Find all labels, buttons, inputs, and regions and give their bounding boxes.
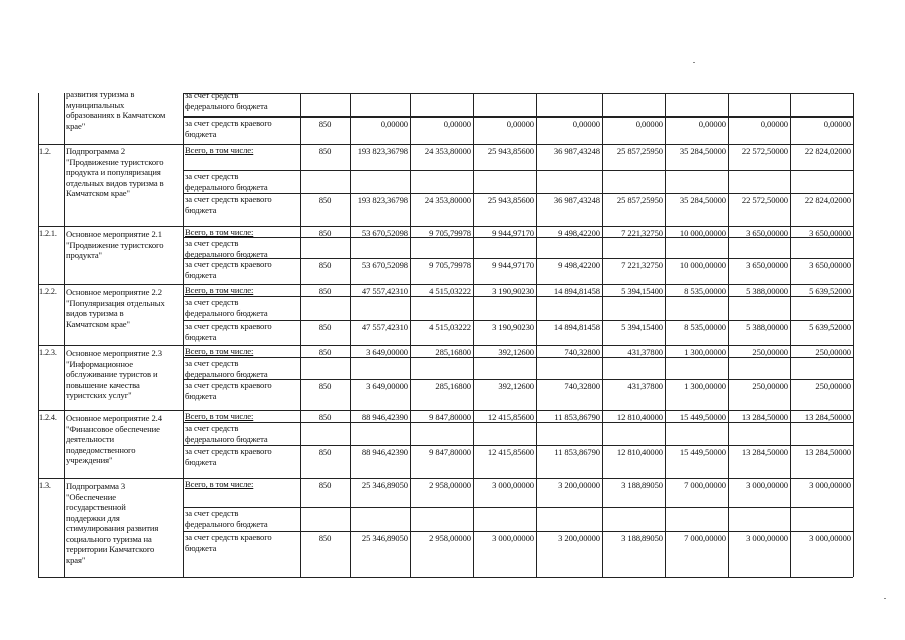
row-name-line: "Популяризация отдельных [66,297,165,308]
row-name-line: территории Камчатского [66,544,155,554]
row-name-line: "Финансовое обеспечение [66,423,160,434]
amount-cell: 250,00000 [752,347,788,357]
amount-cell: 11 853,86790 [554,412,600,422]
amount-cell: 3 650,00000 [746,228,788,238]
column-rule [350,93,351,577]
amount-cell: 12 810,40000 [616,412,663,422]
amount-cell: 9 705,79978 [429,260,471,270]
amount-cell: 25 943,85600 [487,195,534,205]
funding-source-label: федерального бюджета [185,518,268,529]
amount-cell: 9 705,79978 [429,228,471,238]
amount-cell: 3 188,89050 [621,480,663,490]
amount-cell: 0,00000 [506,119,534,129]
row-name-line: повышение качества [66,379,140,390]
funding-source-label: за счет средств краевого [185,194,272,204]
amount-cell: 7 000,00000 [684,533,726,543]
amount-cell: 740,32800 [564,381,600,391]
funding-source-label: бюджета [185,456,217,467]
funding-source-label: бюджета [185,331,217,342]
row-name-line: стимулирования развития [66,523,159,533]
amount-cell: 53 670,52098 [361,260,408,270]
row-group-rule [38,226,853,227]
amount-cell: 250,00000 [752,381,788,391]
column-rule [665,93,666,577]
row-name-line: "Обеспечение [66,491,116,502]
amount-cell: 250,00000 [815,347,851,357]
funding-source-label: за счет средств [185,358,239,368]
row-name-line: "Продвижение туристского [66,239,164,250]
column-rule [728,93,729,577]
amount-cell: 431,37800 [627,381,663,391]
amount-cell: 431,37800 [627,347,663,357]
row-number: 1.2. [39,147,51,156]
source-row-rule [183,93,853,94]
funding-source-label: за счет средств краевого [185,259,272,269]
funding-source-label: Всего, в том числе: [185,346,254,356]
amount-cell: 25 857,25950 [616,195,663,205]
amount-cell: 11 853,86790 [554,447,600,457]
budget-code: 850 [318,322,332,332]
row-name-line: Камчатском крае" [66,318,130,329]
amount-cell: 5 639,52000 [809,322,851,332]
amount-cell: 22 824,02000 [804,146,851,156]
amount-cell: 25 943,85600 [487,146,534,156]
amount-cell: 47 557,42310 [361,322,408,332]
amount-cell: 13 284,50000 [804,447,851,457]
row-name-line: Основное мероприятие 2.3 [66,348,162,358]
amount-cell: 285,16800 [435,347,471,357]
row-name-line: края" [66,554,86,565]
amount-cell: 0,00000 [380,119,408,129]
amount-cell: 24 353,80000 [424,195,471,205]
column-rule [790,93,791,577]
row-name-line: деятельности [66,434,114,444]
amount-cell: 392,12600 [498,347,534,357]
amount-cell: 35 284,50000 [679,195,726,205]
funding-source-label: за счет средств краевого [185,118,272,128]
row-name-line: развития туризма в [66,89,135,99]
amount-cell: 88 946,42390 [361,447,408,457]
amount-cell: 4 515,03222 [429,286,471,296]
row-name-line: туристских услуг" [66,390,132,400]
amount-cell: 285,16800 [435,381,471,391]
amount-cell: 3 190,90230 [492,322,534,332]
row-name-line: Подпрограмма 3 [66,481,126,491]
amount-cell: 1 300,00000 [684,381,726,391]
amount-cell: 15 449,50000 [679,412,726,422]
row-name-line: Основное мероприятие 2.1 [66,229,162,239]
amount-cell: 3 000,00000 [492,480,534,490]
budget-code: 850 [318,480,332,490]
row-number: 1.3. [39,481,51,490]
amount-cell: 12 810,40000 [616,447,663,457]
column-rule [183,93,184,577]
amount-cell: 3 000,00000 [746,533,788,543]
amount-cell: 14 894,81458 [553,322,600,332]
amount-cell: 0,00000 [572,119,600,129]
funding-source-label: за счет средств [185,90,239,100]
budget-code: 850 [318,412,332,422]
funding-source-label: за счет средств [185,508,239,518]
amount-cell: 0,00000 [443,119,471,129]
amount-cell: 8 535,00000 [684,286,726,296]
amount-cell: 5 388,00000 [746,286,788,296]
amount-cell: 7 221,32750 [621,228,663,238]
row-name-line: учреждения" [66,455,113,465]
amount-cell: 10 000,00000 [679,228,726,238]
funding-source-label: за счет средств краевого [185,446,272,456]
amount-cell: 36 987,43248 [553,195,600,205]
amount-cell: 25 857,25950 [616,146,663,156]
amount-cell: 250,00000 [815,381,851,391]
amount-cell: 7 221,32750 [621,260,663,270]
amount-cell: 3 000,00000 [492,533,534,543]
budget-code: 850 [318,146,332,156]
funding-source-label: федерального бюджета [185,307,268,318]
amount-cell: 35 284,50000 [679,146,726,156]
amount-cell: 22 824,02000 [804,195,851,205]
funding-source-label: Всего, в том числе: [185,285,254,295]
column-rule [300,93,301,577]
funding-source-label: за счет средств краевого [185,380,272,390]
amount-cell: 9 847,80000 [429,447,471,457]
row-name-line: обслуживание туристов и [66,369,158,379]
row-group-rule [38,478,853,479]
budget-code: 850 [318,228,332,238]
amount-cell: 7 000,00000 [684,480,726,490]
amount-cell: 3 188,89050 [621,533,663,543]
row-name-line: отдельных видов туризма в [66,177,164,188]
amount-cell: 5 394,15400 [621,322,663,332]
budget-table [38,89,853,577]
amount-cell: 36 987,43248 [553,146,600,156]
amount-cell: 3 200,00000 [558,480,600,490]
funding-source-label: бюджета [185,542,217,553]
amount-cell: 9 498,42200 [558,228,600,238]
amount-cell: 3 200,00000 [558,533,600,543]
funding-source-label: за счет средств [185,423,239,433]
amount-cell: 24 353,80000 [424,146,471,156]
amount-cell: 12 415,85600 [487,447,534,457]
row-name-line: Камчатском крае" [66,188,130,198]
amount-cell: 13 284,50000 [741,412,788,422]
budget-code: 850 [318,447,332,457]
amount-cell: 3 650,00000 [809,228,851,238]
row-name-line: поддержки для [66,512,120,523]
amount-cell: 5 388,00000 [746,322,788,332]
row-name-line: социального туризма на [66,533,152,544]
column-rule [410,93,411,577]
amount-cell: 47 557,42310 [361,286,408,296]
funding-source-label: за счет средств краевого [185,532,272,542]
amount-cell: 3 190,90230 [492,286,534,296]
row-name-line: "Информационное [66,358,133,369]
funding-source-label: бюджета [185,128,217,139]
budget-code: 850 [318,119,332,129]
table-left-border [38,93,39,577]
amount-cell: 22 572,50000 [741,146,788,156]
funding-source-label: Всего, в том числе: [185,411,254,421]
table-bottom-border [38,577,853,578]
budget-code: 850 [318,286,332,296]
scan-speck [693,62,695,63]
amount-cell: 9 498,42200 [558,260,600,270]
amount-cell: 3 649,00000 [366,347,408,357]
row-number: 1.2.3. [39,348,57,357]
funding-source-label: федерального бюджета [185,100,268,111]
amount-cell: 4 515,03222 [429,322,471,332]
amount-cell: 8 535,00000 [684,322,726,332]
table-right-border [853,93,854,577]
row-group-rule [38,345,853,346]
amount-cell: 9 944,97170 [492,260,534,270]
funding-source-label: бюджета [185,204,217,215]
amount-cell: 3 650,00000 [809,260,851,270]
funding-source-label: федерального бюджета [185,248,268,259]
amount-cell: 3 000,00000 [809,480,851,490]
row-name-line: Основное мероприятие 2.4 [66,413,162,423]
amount-cell: 25 346,89050 [361,533,408,543]
row-name-line: подведомственного [66,444,136,455]
funding-source-label: федерального бюджета [185,181,268,192]
budget-code: 850 [318,260,332,270]
row-name-line: видов туризма в [66,308,124,318]
funding-source-label: за счет средств [185,171,239,181]
row-name-line: крае" [66,120,86,131]
funding-source-label: бюджета [185,390,217,401]
amount-cell: 25 346,89050 [361,480,408,490]
funding-source-label: бюджета [185,269,217,280]
amount-cell: 9 847,80000 [429,412,471,422]
amount-cell: 0,00000 [635,119,663,129]
row-name-line: продукта и популяризация [66,167,161,177]
amount-cell: 9 944,97170 [492,228,534,238]
budget-code: 850 [318,195,332,205]
amount-cell: 5 639,52000 [809,286,851,296]
funding-source-label: за счет средств краевого [185,321,272,331]
funding-source-label: федерального бюджета [185,433,268,444]
amount-cell: 14 894,81458 [553,286,600,296]
budget-code: 850 [318,347,332,357]
funding-source-label: за счет средств [185,297,239,307]
amount-cell: 392,12600 [498,381,534,391]
amount-cell: 15 449,50000 [679,447,726,457]
amount-cell: 0,00000 [823,119,851,129]
funding-source-label: Всего, в том числе: [185,145,254,155]
row-number: 1.2.2. [39,287,57,296]
row-group-rule [38,410,853,411]
funding-source-label: федерального бюджета [185,368,268,379]
row-group-rule [38,144,853,145]
scan-speck [884,598,886,599]
row-name-line: государственной [66,502,126,512]
row-name-line: "Продвижение туристского [66,156,164,167]
amount-cell: 5 394,15400 [621,286,663,296]
amount-cell: 53 670,52098 [361,228,408,238]
amount-cell: 740,32800 [564,347,600,357]
funding-source-label: Всего, в том числе: [185,479,254,489]
amount-cell: 13 284,50000 [804,412,851,422]
amount-cell: 22 572,50000 [741,195,788,205]
amount-cell: 13 284,50000 [741,447,788,457]
row-group-rule [38,284,853,285]
amount-cell: 3 650,00000 [746,260,788,270]
amount-cell: 3 649,00000 [366,381,408,391]
row-name-line: Подпрограмма 2 [66,146,126,156]
row-number: 1.2.1. [39,229,57,238]
column-rule [536,93,537,577]
row-name-line: образованиях в Камчатском [66,110,166,120]
amount-cell: 2 958,00000 [429,533,471,543]
amount-cell: 0,00000 [698,119,726,129]
row-name-line: Основное мероприятие 2.2 [66,287,162,297]
column-rule [473,93,474,577]
amount-cell: 1 300,00000 [684,347,726,357]
amount-cell: 0,00000 [760,119,788,129]
amount-cell: 3 000,00000 [746,480,788,490]
funding-source-label: Всего, в том числе: [185,227,254,237]
amount-cell: 2 958,00000 [429,480,471,490]
source-row-rule [183,116,853,117]
budget-code: 850 [318,533,332,543]
row-name-line: муниципальных [66,99,125,110]
row-name-line: продукта" [66,250,102,260]
amount-cell: 193 823,36798 [357,195,408,205]
budget-code: 850 [318,381,332,391]
amount-cell: 88 946,42390 [361,412,408,422]
funding-source-label: за счет средств [185,238,239,248]
amount-cell: 10 000,00000 [679,260,726,270]
amount-cell: 12 415,85600 [487,412,534,422]
column-rule [602,93,603,577]
column-rule [64,93,65,577]
row-number: 1.2.4. [39,413,57,422]
amount-cell: 3 000,00000 [809,533,851,543]
amount-cell: 193 823,36798 [357,146,408,156]
